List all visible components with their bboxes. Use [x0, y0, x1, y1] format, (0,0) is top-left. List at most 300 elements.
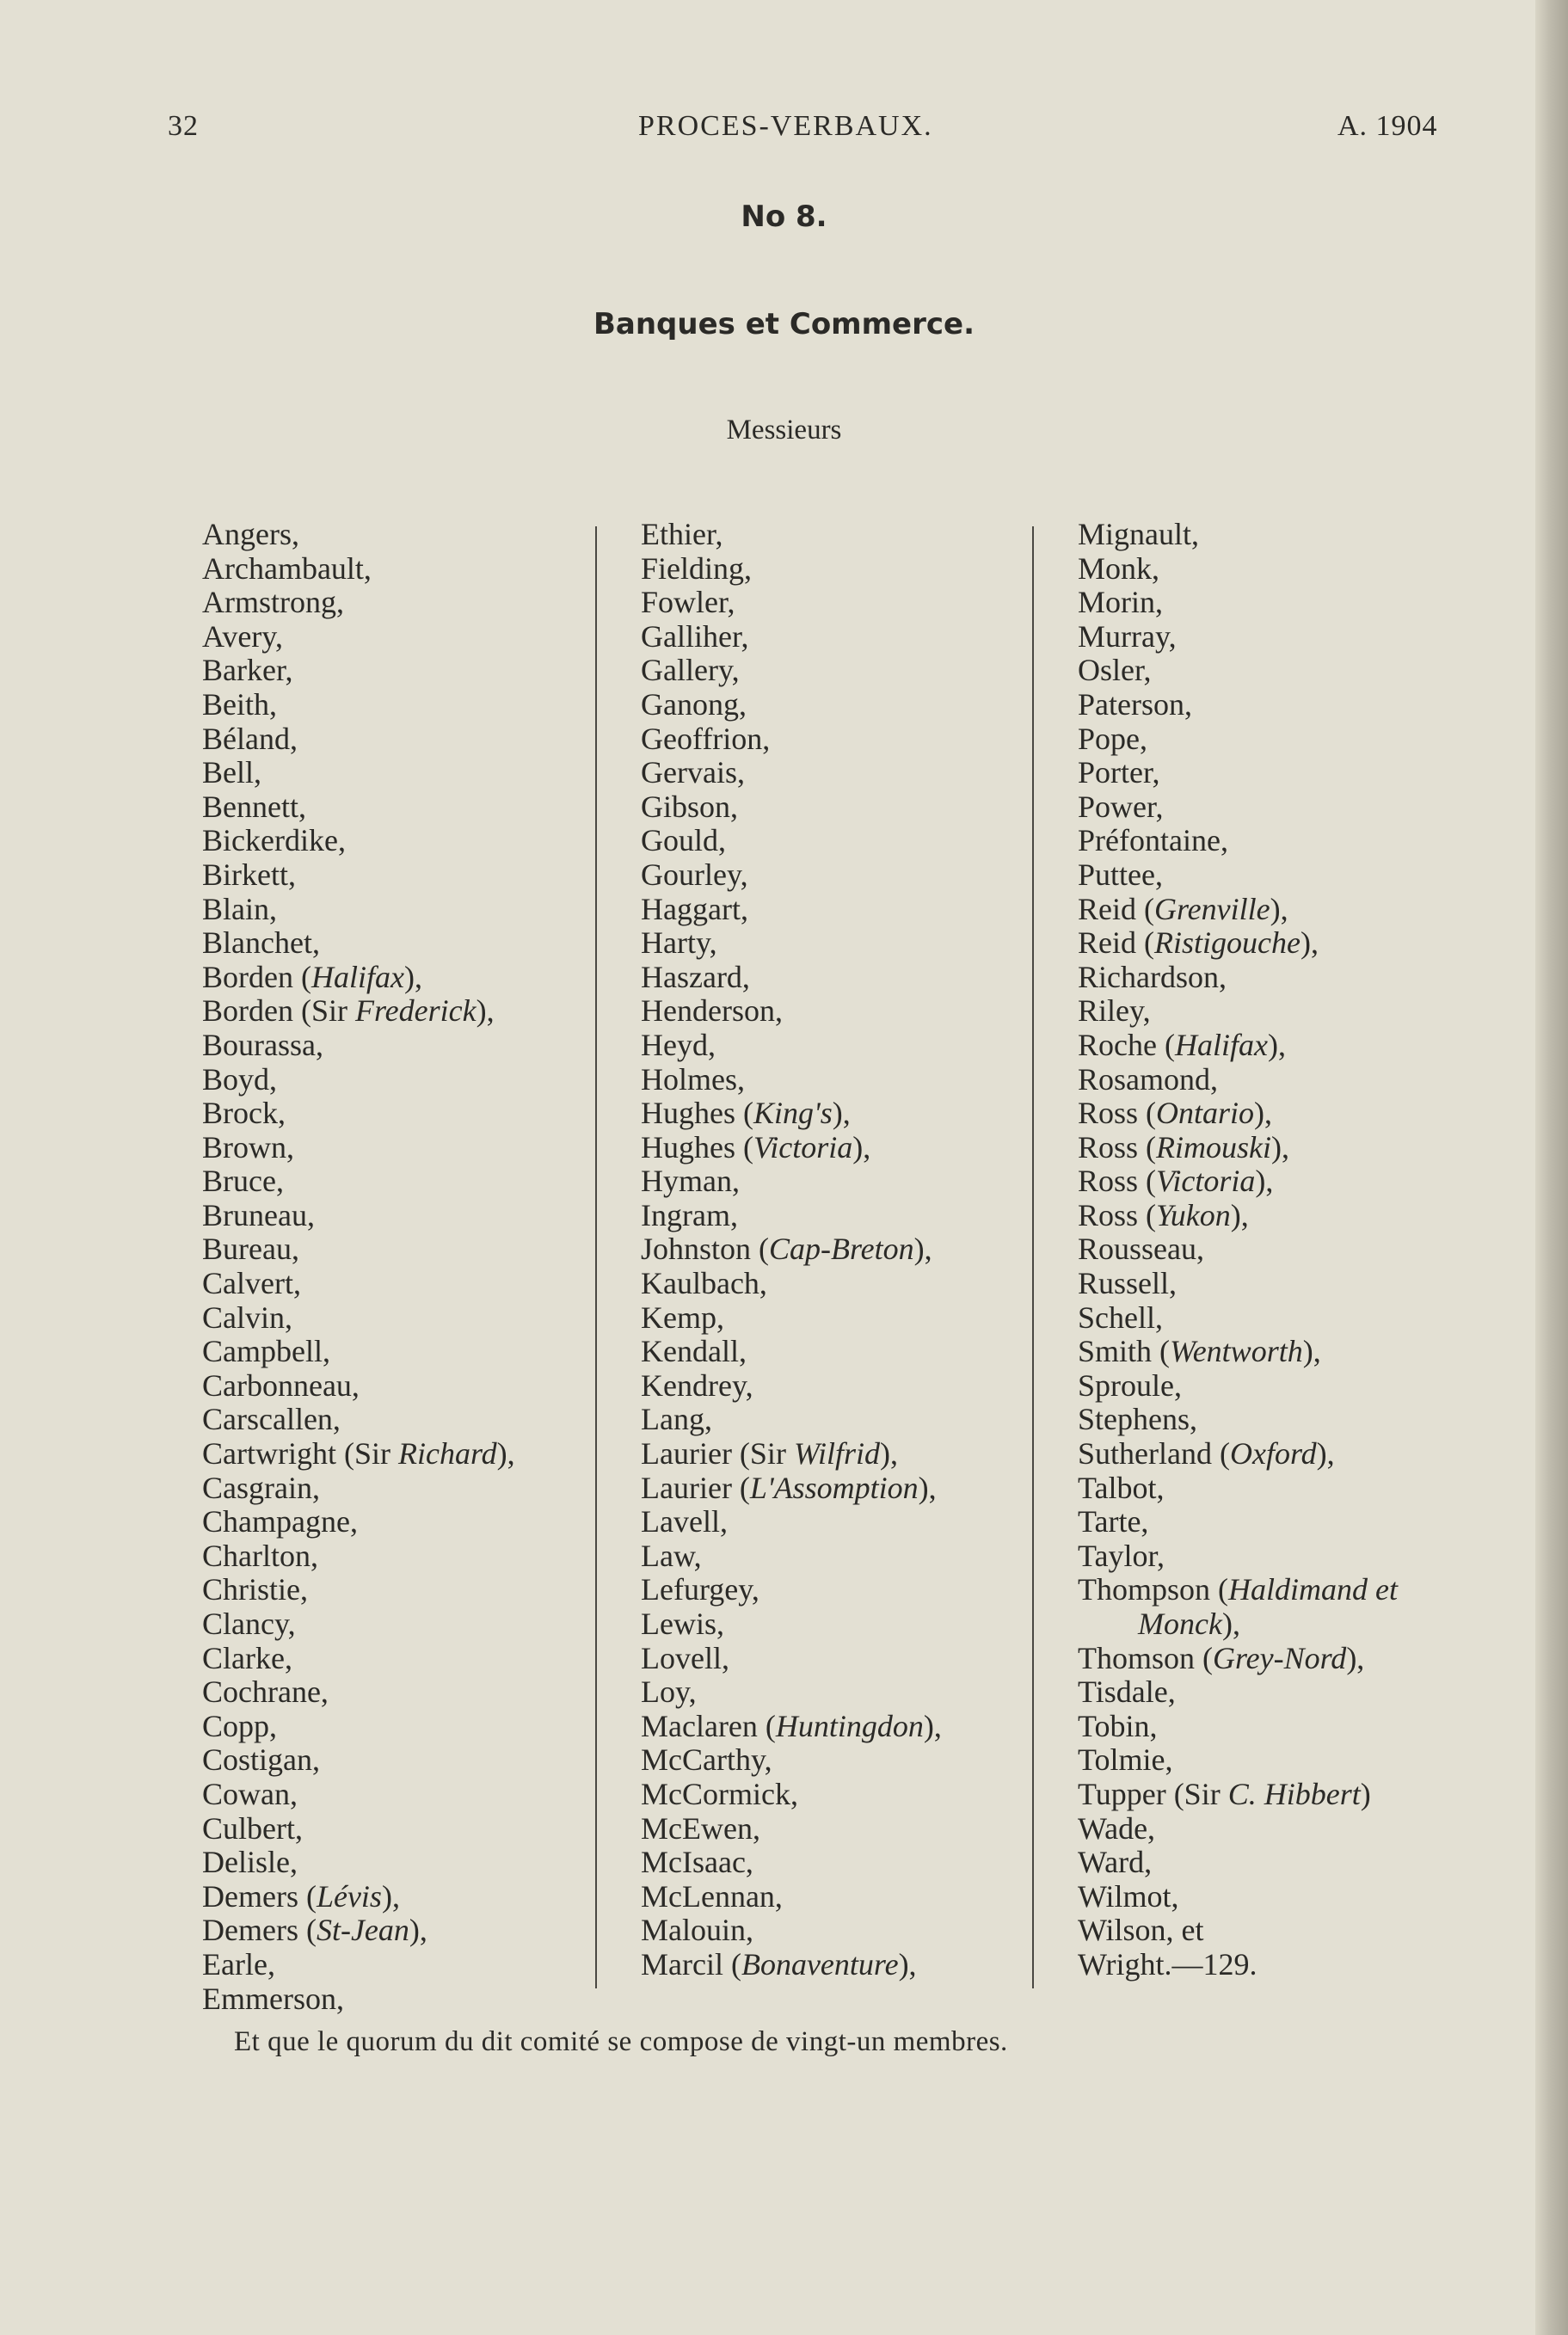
member-entry	[1078, 1539, 1398, 1574]
member-entry	[641, 552, 942, 587]
member-name: McIsaac,	[641, 1845, 753, 1880]
member-name: Tupper (Sir	[1078, 1776, 1228, 1811]
member-riding: Ontario	[1156, 1096, 1255, 1131]
member-name: Cartwright (Sir	[202, 1436, 398, 1472]
member-name: Avery,	[202, 618, 283, 654]
member-entry	[641, 1880, 942, 1914]
member-name: Geoffrion,	[641, 721, 771, 756]
member-riding: Wilfrid	[793, 1436, 880, 1472]
member-name: Roche (	[1078, 1027, 1175, 1062]
member-name: Rosamond,	[1078, 1061, 1219, 1097]
member-column-1	[202, 518, 515, 2016]
member-name: Puttee,	[1078, 857, 1163, 892]
member-name: Lavell,	[641, 1504, 728, 1539]
member-punctuation: ),	[918, 1470, 937, 1505]
member-riding: Halifax	[1174, 1027, 1268, 1062]
member-entry	[202, 1743, 515, 1778]
member-entry	[202, 1573, 515, 1607]
member-name: Porter,	[1078, 755, 1160, 790]
member-entry	[641, 1199, 942, 1233]
column-divider	[1032, 526, 1034, 1988]
member-riding: Oxford	[1229, 1436, 1317, 1472]
member-name: Lovell,	[641, 1640, 729, 1675]
member-name: McCormick,	[641, 1776, 798, 1811]
member-name: Kaulbach,	[641, 1266, 767, 1301]
member-entry	[202, 688, 515, 722]
member-punctuation: ),	[1230, 1197, 1249, 1232]
member-name: Lang,	[641, 1402, 712, 1437]
member-entry	[1078, 926, 1398, 961]
member-name: Murray,	[1078, 618, 1177, 654]
member-entry	[202, 893, 515, 927]
member-name: Gould,	[641, 823, 726, 858]
member-name: Sproule,	[1078, 1367, 1182, 1403]
member-entry	[202, 1472, 515, 1506]
member-punctuation: ),	[1302, 1334, 1321, 1369]
member-name: Ross (	[1078, 1129, 1157, 1164]
member-name: Brock,	[202, 1096, 286, 1131]
member-name: Archambault,	[202, 550, 372, 586]
member-entry	[202, 552, 515, 587]
member-riding: C. Hibbert	[1227, 1776, 1361, 1811]
member-name: Calvin,	[202, 1300, 292, 1335]
member-entry	[202, 1301, 515, 1336]
member-name: Armstrong,	[202, 585, 344, 620]
member-name: Bell,	[202, 755, 261, 790]
member-punctuation: ),	[381, 1878, 400, 1914]
member-riding: Monck	[1138, 1607, 1222, 1641]
member-entry	[202, 1267, 515, 1301]
member-entry	[641, 1743, 942, 1778]
member-punctuation: ),	[852, 1129, 871, 1164]
member-name: Gibson,	[641, 789, 739, 824]
member-riding: Ristigouche	[1153, 925, 1301, 961]
member-entry	[1078, 1880, 1398, 1914]
member-entry	[1078, 722, 1398, 757]
member-name: Wilson, et	[1078, 1913, 1204, 1948]
member-column-3	[1078, 518, 1398, 1982]
member-name: Ross (	[1078, 1197, 1157, 1232]
member-name: Laurier (Sir	[641, 1436, 794, 1472]
member-entry	[641, 1164, 942, 1199]
member-entry	[1078, 994, 1398, 1029]
page-number: 32	[168, 110, 199, 142]
member-entry	[1078, 858, 1398, 893]
member-entry	[641, 961, 942, 995]
member-name: Hyman,	[641, 1164, 740, 1199]
member-name: Laurier (	[641, 1470, 750, 1505]
member-entry	[1078, 1029, 1398, 1063]
member-name: Harty,	[641, 925, 717, 961]
member-punctuation: ),	[923, 1708, 942, 1743]
member-punctuation: ),	[403, 959, 422, 994]
member-entry	[1078, 586, 1398, 620]
member-name: Gourley,	[641, 857, 748, 892]
member-name: Lewis,	[641, 1607, 724, 1641]
member-name: Law,	[641, 1538, 702, 1573]
member-name: Reid (	[1078, 925, 1154, 961]
member-entry	[1078, 1505, 1398, 1539]
member-entry	[641, 1675, 942, 1710]
member-name: Tisdale,	[1078, 1674, 1176, 1710]
member-name: Mignault,	[1078, 517, 1199, 551]
member-punctuation: ),	[1221, 1607, 1240, 1641]
member-entry	[641, 1778, 942, 1812]
member-entry	[202, 518, 515, 552]
member-name: Préfontaine,	[1078, 823, 1228, 858]
member-name: Carbonneau,	[202, 1367, 360, 1403]
member-entry	[202, 858, 515, 893]
committee-title: Banques et Commerce.	[593, 307, 975, 341]
member-entry	[641, 1710, 942, 1744]
member-entry	[202, 1437, 515, 1472]
member-name: Bennett,	[202, 789, 306, 824]
member-entry	[641, 722, 942, 757]
member-entry	[1078, 1267, 1398, 1301]
member-entry	[202, 1710, 515, 1744]
member-name: Fowler,	[641, 585, 735, 620]
member-entry	[1078, 1573, 1398, 1607]
member-name: Cowan,	[202, 1776, 298, 1811]
member-entry	[202, 1642, 515, 1676]
member-name: Riley,	[1078, 993, 1151, 1029]
member-name: Emmerson,	[202, 1981, 344, 2016]
member-entry	[202, 926, 515, 961]
member-name: Borden (	[202, 959, 311, 994]
member-name: Wright.—129.	[1078, 1946, 1257, 1982]
member-entry	[202, 1164, 515, 1199]
member-name: McEwen,	[641, 1810, 760, 1846]
member-entry	[1078, 1131, 1398, 1165]
member-entry	[1078, 654, 1398, 688]
member-entry	[641, 1369, 942, 1404]
member-riding: Victoria	[1156, 1164, 1256, 1199]
member-name: Clarke,	[202, 1640, 292, 1675]
member-punctuation: ),	[476, 993, 495, 1029]
member-name: Galliher,	[641, 618, 749, 654]
member-name: Charlton,	[202, 1538, 318, 1573]
member-entry	[641, 1607, 942, 1642]
member-name: Richardson,	[1078, 959, 1227, 994]
member-entry	[641, 1642, 942, 1676]
member-entry	[641, 1948, 942, 1982]
member-entry	[202, 1539, 515, 1574]
member-entry	[641, 1029, 942, 1063]
member-name: Champagne,	[202, 1504, 358, 1539]
member-name: Béland,	[202, 721, 298, 756]
member-entry	[202, 1505, 515, 1539]
member-entry	[641, 1573, 942, 1607]
member-name: Henderson,	[641, 993, 783, 1029]
member-name: Osler,	[1078, 653, 1152, 688]
member-entry	[641, 1812, 942, 1846]
member-name: Heyd,	[641, 1027, 716, 1062]
member-name: Angers,	[202, 517, 299, 551]
column-divider	[595, 526, 597, 1988]
member-entry	[202, 1982, 515, 2017]
member-riding: Lévis	[316, 1878, 382, 1914]
member-name: Taylor,	[1078, 1538, 1165, 1573]
member-name: Kemp,	[641, 1300, 724, 1335]
member-riding: Yukon	[1156, 1197, 1231, 1232]
member-entry	[202, 824, 515, 858]
member-name: Demers (	[202, 1913, 317, 1948]
member-riding: Wentworth	[1170, 1334, 1303, 1369]
member-riding: L'Assomption	[749, 1470, 919, 1505]
member-punctuation: ),	[496, 1436, 515, 1472]
member-entry	[1078, 1164, 1398, 1199]
member-entry	[202, 1778, 515, 1812]
member-entry	[1078, 1914, 1398, 1948]
member-name: Copp,	[202, 1708, 278, 1743]
member-entry	[641, 1472, 942, 1506]
member-name: Tobin,	[1078, 1708, 1158, 1743]
member-entry	[202, 1199, 515, 1233]
member-entry	[1078, 790, 1398, 825]
member-entry	[202, 961, 515, 995]
member-entry	[641, 1539, 942, 1574]
member-entry	[1078, 1743, 1398, 1778]
member-entry	[641, 1301, 942, 1336]
member-entry	[1078, 1472, 1398, 1506]
member-name: Gallery,	[641, 653, 740, 688]
member-riding: Bonaventure	[741, 1946, 899, 1982]
member-riding: King's	[753, 1096, 833, 1131]
member-name: Bruce,	[202, 1164, 284, 1199]
member-entry	[202, 1846, 515, 1880]
member-name: Fielding,	[641, 550, 753, 586]
member-entry	[641, 620, 942, 654]
member-entry	[1078, 620, 1398, 654]
member-punctuation: ),	[409, 1913, 427, 1948]
member-entry	[202, 1880, 515, 1914]
member-punctuation: ),	[898, 1946, 917, 1982]
member-punctuation: ),	[1300, 925, 1319, 961]
member-name: Schell,	[1078, 1300, 1163, 1335]
member-riding: Richard	[397, 1436, 497, 1472]
member-punctuation: ),	[1267, 1027, 1286, 1062]
member-name: Paterson,	[1078, 686, 1192, 722]
member-name: Johnston (	[641, 1232, 770, 1267]
member-name: McCarthy,	[641, 1742, 772, 1778]
member-name: Haggart,	[641, 891, 748, 926]
member-name: Wade,	[1078, 1810, 1156, 1846]
member-entry	[641, 1505, 942, 1539]
member-entry	[1078, 1846, 1398, 1880]
member-entry	[1078, 1778, 1398, 1812]
member-entry	[641, 790, 942, 825]
member-entry	[641, 858, 942, 893]
member-name: Thomson (	[1078, 1640, 1213, 1675]
member-name: Cochrane,	[202, 1674, 329, 1710]
salutation: Messieurs	[726, 415, 842, 445]
member-entry	[202, 1335, 515, 1369]
member-entry	[1078, 1199, 1398, 1233]
member-name: Ward,	[1078, 1845, 1153, 1880]
member-name: Morin,	[1078, 585, 1163, 620]
member-name: Holmes,	[641, 1061, 745, 1097]
member-name: Borden (Sir	[202, 993, 355, 1029]
member-riding: Rimouski	[1156, 1129, 1272, 1164]
member-name: Wilmot,	[1078, 1878, 1179, 1914]
member-name: Boyd,	[202, 1061, 278, 1097]
member-name: Demers (	[202, 1878, 317, 1914]
member-entry	[1078, 1369, 1398, 1404]
member-entry	[641, 654, 942, 688]
member-punctuation: ),	[1270, 891, 1288, 926]
member-entry	[641, 824, 942, 858]
member-entry	[1078, 1403, 1398, 1437]
member-riding: Huntingdon	[775, 1708, 924, 1743]
member-name: Casgrain,	[202, 1470, 320, 1505]
member-entry	[641, 1914, 942, 1948]
member-entry	[641, 1846, 942, 1880]
member-entry	[641, 1131, 942, 1165]
member-name: Pope,	[1078, 721, 1147, 756]
member-name: Tolmie,	[1078, 1742, 1173, 1778]
member-entry	[1078, 1232, 1398, 1267]
member-name: Ross (	[1078, 1096, 1157, 1131]
member-name: Maclaren (	[641, 1708, 776, 1743]
member-name: Sutherland (	[1078, 1436, 1230, 1472]
member-entry	[1078, 1812, 1398, 1846]
member-entry	[202, 1063, 515, 1097]
member-name: Birkett,	[202, 857, 296, 892]
member-name: Bureau,	[202, 1232, 299, 1267]
member-entry	[202, 620, 515, 654]
member-name: Power,	[1078, 789, 1164, 824]
member-entry	[1078, 961, 1398, 995]
member-entry	[202, 1232, 515, 1267]
member-entry	[1078, 1301, 1398, 1336]
member-name: Campbell,	[202, 1334, 330, 1369]
member-entry	[641, 1437, 942, 1472]
member-punctuation: ),	[1346, 1640, 1365, 1675]
member-name: Barker,	[202, 653, 293, 688]
member-entry	[202, 994, 515, 1029]
member-name: Stephens,	[1078, 1402, 1197, 1437]
member-entry	[641, 926, 942, 961]
member-name: Gervais,	[641, 755, 745, 790]
member-entry	[641, 1335, 942, 1369]
member-punctuation: ),	[832, 1096, 851, 1131]
member-name: Ross (	[1078, 1164, 1157, 1199]
member-entry	[641, 586, 942, 620]
member-name: Haszard,	[641, 959, 750, 994]
member-name: Earle,	[202, 1946, 275, 1982]
member-name: Rousseau,	[1078, 1232, 1204, 1267]
member-name: Kendrey,	[641, 1367, 753, 1403]
member-riding: Halifax	[311, 959, 404, 994]
member-name: Ingram,	[641, 1197, 738, 1232]
member-entry	[202, 654, 515, 688]
member-entry	[202, 1097, 515, 1131]
member-name: Carscallen,	[202, 1402, 341, 1437]
member-name: Delisle,	[202, 1845, 298, 1880]
member-name: McLennan,	[641, 1878, 783, 1914]
member-entry	[641, 1097, 942, 1131]
member-entry	[1078, 1642, 1398, 1676]
member-name: Brown,	[202, 1129, 294, 1164]
member-entry	[641, 994, 942, 1029]
member-punctuation: ),	[1255, 1164, 1274, 1199]
member-riding: Haldimand et	[1228, 1572, 1398, 1607]
member-entry	[641, 1063, 942, 1097]
member-entry	[202, 1948, 515, 1982]
member-entry	[1078, 518, 1398, 552]
member-punctuation: ),	[1316, 1436, 1335, 1472]
session-year: A. 1904	[1337, 110, 1438, 142]
member-riding: Frederick	[354, 993, 477, 1029]
member-entry	[202, 1607, 515, 1642]
page-edge	[1535, 0, 1568, 2335]
member-entry	[202, 790, 515, 825]
member-name: Blanchet,	[202, 925, 320, 961]
member-name: Hughes (	[641, 1096, 753, 1131]
member-name: Bickerdike,	[202, 823, 346, 858]
member-entry	[202, 1029, 515, 1063]
member-column-2	[641, 518, 942, 1982]
member-entry	[202, 586, 515, 620]
member-name: Hughes (	[641, 1129, 753, 1164]
member-entry	[1078, 1437, 1398, 1472]
member-name: Clancy,	[202, 1607, 296, 1641]
member-riding: Victoria	[753, 1129, 853, 1164]
member-name: Tarte,	[1078, 1504, 1149, 1539]
member-name: Kendall,	[641, 1334, 747, 1369]
member-entry	[1078, 1063, 1398, 1097]
member-name: Costigan,	[202, 1742, 321, 1778]
member-punctuation: ),	[913, 1232, 932, 1267]
member-name: Calvert,	[202, 1266, 301, 1301]
member-name: Ganong,	[641, 686, 747, 722]
member-punctuation: ),	[1271, 1129, 1290, 1164]
member-entry	[1078, 1335, 1398, 1369]
member-entry	[202, 1812, 515, 1846]
member-entry	[1078, 1948, 1398, 1982]
member-name: Culbert,	[202, 1810, 303, 1846]
member-entry	[1078, 688, 1398, 722]
member-entry	[202, 1369, 515, 1404]
member-riding: Grey-Nord	[1213, 1640, 1347, 1675]
member-name: Ethier,	[641, 517, 723, 551]
member-entry	[202, 1675, 515, 1710]
member-entry	[202, 756, 515, 790]
running-title: PROCES-VERBAUX.	[638, 110, 933, 142]
member-name: Beith,	[202, 686, 277, 722]
member-entry	[1078, 1675, 1398, 1710]
member-name: Russell,	[1078, 1266, 1178, 1301]
member-entry	[641, 1232, 942, 1267]
member-entry	[641, 756, 942, 790]
member-name: Christie,	[202, 1572, 308, 1607]
member-entry	[1078, 756, 1398, 790]
member-punctuation: ),	[879, 1436, 898, 1472]
member-name: Thompson (	[1078, 1572, 1228, 1607]
member-riding: Grenville	[1153, 891, 1270, 926]
member-entry	[1078, 1710, 1398, 1744]
member-entry	[1078, 1097, 1398, 1131]
member-name: Malouin,	[641, 1913, 753, 1948]
member-entry	[641, 893, 942, 927]
member-entry	[1078, 552, 1398, 587]
member-punctuation: ),	[1254, 1096, 1273, 1131]
member-entry	[1078, 824, 1398, 858]
quorum-note: Et que le quorum du dit comité se compose de vingt-un membres.	[234, 2026, 1008, 2057]
member-entry	[641, 1267, 942, 1301]
member-name: Blain,	[202, 891, 277, 926]
member-entry	[202, 1403, 515, 1437]
